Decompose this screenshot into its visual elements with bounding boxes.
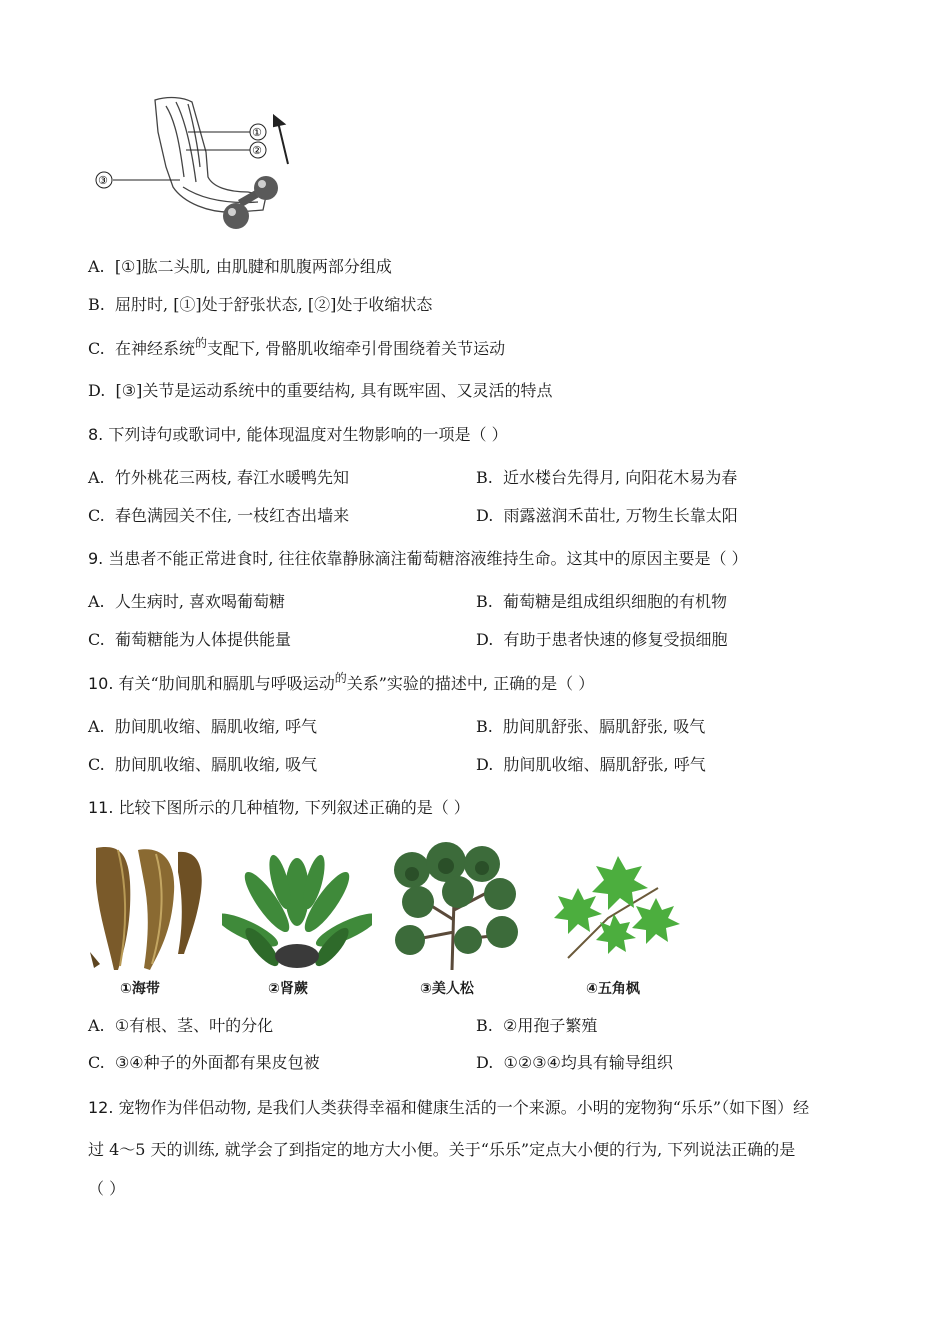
q8-option-a: A. 竹外桃花三两枝, 春江水暖鸭先知: [88, 468, 349, 487]
plant-caption-fern: ②肾蕨: [268, 981, 308, 997]
label-3: ③: [98, 174, 108, 187]
q8-stem: 8. 下列诗句或歌词中, 能体现温度对生物影响的一项是（ ）: [88, 425, 508, 444]
label-1: ①: [252, 126, 262, 139]
q12-stem-line2: 过 4～5 天的训练, 就学会了到指定的地方大小便。关于“乐乐”定点大小便的行为, 下列说法正确的是: [88, 1140, 796, 1159]
q9-option-d: D. 有助于患者快速的修复受损细胞: [476, 630, 728, 649]
plant-caption-kelp: ①海带: [120, 981, 160, 997]
kelp-image: [88, 842, 208, 974]
q9-option-c: C. 葡萄糖能为人体提供能量: [88, 630, 291, 649]
maple-image: [548, 848, 686, 968]
q9-option-b: B. 葡萄糖是组成组织细胞的有机物: [476, 592, 728, 611]
q7-option-a: A. [①]肱二头肌, 由肌腱和肌腹两部分组成: [88, 257, 392, 276]
q7-option-c: C. 在神经系统$^的$支配下, 骨骼肌收缩牵引骨围绕着关节运动: [88, 336, 506, 358]
q9-option-a: A. 人生病时, 喜欢喝葡萄糖: [88, 592, 285, 611]
q11-stem: 11. 比较下图所示的几种植物, 下列叙述正确的是（ ）: [88, 798, 470, 817]
q10-option-c: C. 肋间肌收缩、膈肌收缩, 吸气: [88, 755, 318, 774]
q11-option-a: A. ①有根、茎、叶的分化: [88, 1016, 274, 1035]
q10-option-a: A. 肋间肌收缩、膈肌收缩, 呼气: [88, 717, 317, 736]
q10-option-d: D. 肋间肌收缩、膈肌舒张, 呼气: [476, 755, 706, 774]
plant-caption-pine: ③美人松: [420, 981, 474, 997]
label-2: ②: [252, 144, 262, 157]
q9-stem: 9. 当患者不能正常进食时, 往往依靠静脉滴注葡萄糖溶液维持生命。这其中的原因主要是（ ）: [88, 549, 748, 568]
q8-option-d: D. 雨露滋润禾苗壮, 万物生长靠太阳: [476, 506, 738, 525]
q12-stem-line1: 12. 宠物作为伴侣动物, 是我们人类获得幸福和健康生活的一个来源。小明的宠物狗“乐乐”（如下图）经: [88, 1098, 810, 1117]
q12-stem-line3: （ ）: [88, 1179, 126, 1198]
q11-option-d: D. ①②③④均具有输导组织: [476, 1053, 673, 1072]
q7-option-d: D. [③]关节是运动系统中的重要结构, 具有既牢固、又灵活的特点: [88, 381, 553, 400]
arrow-up-icon: [274, 116, 288, 164]
q11-option-b: B. ②用孢子繁殖: [476, 1016, 598, 1035]
pine-image: [382, 840, 526, 976]
q10-stem: 10. 有关“肋间肌和膈肌与呼吸运动$^的$关系”实验的描述中, 正确的是（ ）: [88, 671, 595, 693]
plant-caption-maple: ④五角枫: [586, 981, 640, 997]
q11-option-c: C. ③④种子的外面都有果皮包被: [88, 1053, 320, 1072]
q8-option-c: C. 春色满园关不住, 一枝红杏出墙来: [88, 506, 350, 525]
fern-image: [222, 852, 372, 974]
q8-option-b: B. 近水楼台先得月, 向阳花木易为春: [476, 468, 738, 487]
q10-option-b: B. 肋间肌舒张、膈肌舒张, 吸气: [476, 717, 706, 736]
arm-muscle-figure: [88, 92, 318, 242]
q7-option-b: B. 屈肘时, [①]处于舒张状态, [②]处于收缩状态: [88, 295, 433, 314]
